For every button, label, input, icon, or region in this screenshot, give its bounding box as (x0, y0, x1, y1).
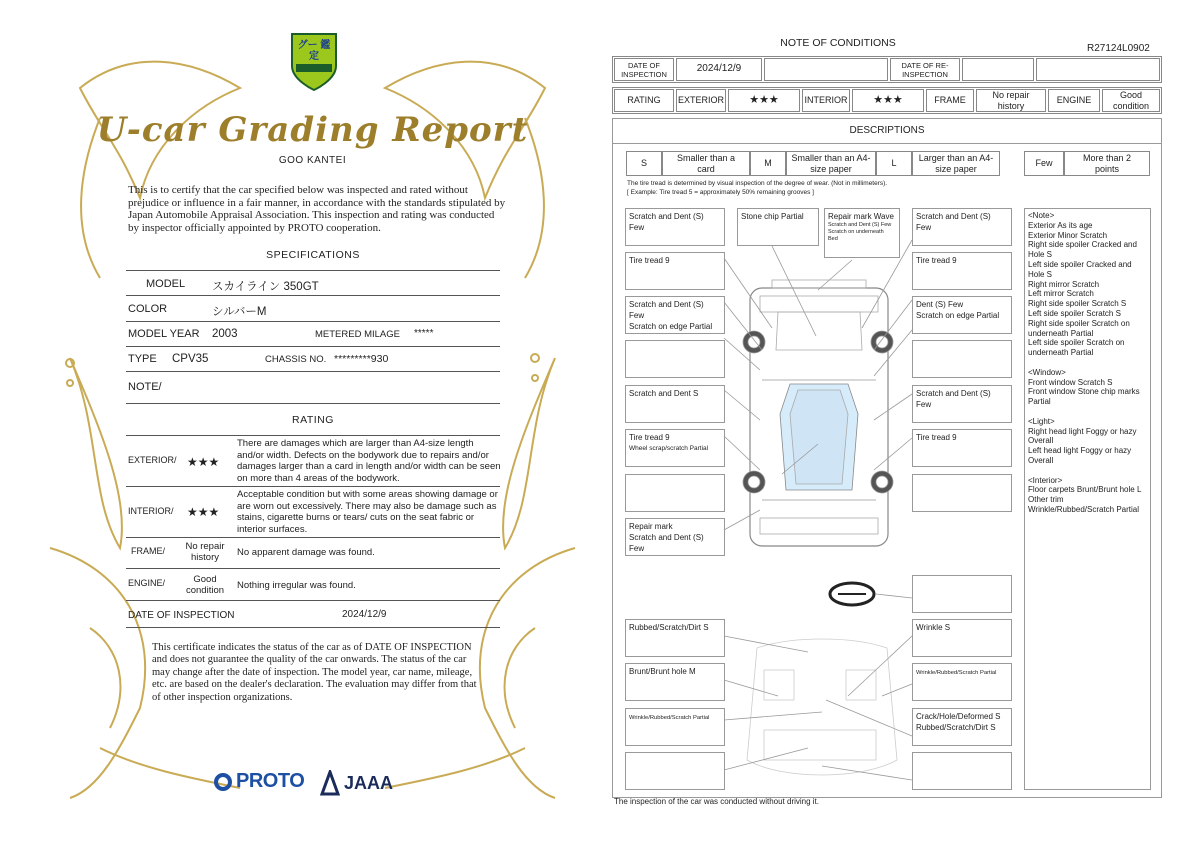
remark-text: Scratch and Dent (S) Few (916, 389, 991, 409)
descriptions-heading: DESCRIPTIONS (612, 118, 1162, 144)
divider (126, 295, 500, 296)
exterior-stars: ★★★ (728, 89, 800, 112)
remark-text: Rubbed/Scratch/Dirt S (629, 623, 709, 632)
divider (126, 537, 500, 538)
note-line: Other trim (1028, 495, 1064, 505)
exterior-stars: ★★★ (187, 455, 220, 469)
remark-box (737, 208, 819, 246)
remark-text: Tire tread 9 (916, 256, 957, 265)
remark-text: Wheel scrap/scratch Partial (629, 445, 709, 452)
remark-box (912, 619, 1012, 657)
remark-box (625, 619, 725, 657)
note-line: Left head light Foggy or hazy Overall (1028, 446, 1132, 465)
note-line: Right side spoiler Scratch on underneath Partial (1028, 318, 1130, 338)
note-line: <Light> (1028, 416, 1055, 426)
engine-label: ENGINE/ (128, 578, 166, 588)
blank-cell (764, 58, 888, 81)
remark-text: Scratch and Dent S (629, 389, 699, 398)
note-line: Floor carpets Brunt/Brunt hole L (1028, 485, 1142, 495)
model-value: スカイライン 350GT (212, 281, 319, 293)
remark-box (625, 252, 725, 290)
date-reinspection-value (962, 58, 1034, 81)
mileage-value: ***** (414, 328, 434, 339)
remark-box (625, 663, 725, 701)
note-line: Left mirror Scratch (1028, 289, 1094, 299)
legend-code: L (876, 151, 912, 176)
engine-label: ENGINE (1048, 89, 1100, 112)
legend-text: Larger than an A4-size paper (912, 151, 1000, 176)
rating-label: RATING (614, 89, 674, 112)
note-line: Right side spoiler Cracked and Hole S (1028, 240, 1137, 260)
proto-logo-icon (214, 773, 232, 791)
exterior-label: EXTERIOR/ (128, 455, 177, 465)
note-line: Front window Stone chip marks Partial (1028, 387, 1140, 407)
model-year-value: 2003 (212, 328, 238, 340)
interior-stars: ★★★ (187, 505, 220, 519)
remark-text: Wrinkle S (916, 623, 951, 632)
remark-box (625, 429, 725, 467)
inspection-date-label: DATE OF INSPECTION (128, 610, 235, 621)
divider (126, 600, 500, 601)
remark-box (625, 708, 725, 746)
badge-text: グー 鑑定 (297, 40, 331, 62)
exterior-description: There are damages which are larger than A4-size length and/or width. Defects on the bodywork due to repairs and/or damages larger than a card in length and/or width can be seen on more than 4 areas of the bodywork. (237, 438, 501, 485)
remark-text: Stone chip Partial (741, 212, 804, 221)
note-line: <Interior> (1028, 475, 1063, 485)
color-value: シルバーM (212, 306, 267, 318)
note-line: <Window> (1028, 367, 1066, 377)
remark-box (912, 752, 1012, 790)
mileage-label: METERED MILAGE (315, 329, 400, 340)
sheet-title: NOTE OF CONDITIONS (780, 37, 896, 49)
legend-code: M (750, 151, 786, 176)
divider (126, 486, 500, 487)
note-line: Right head light Foggy or hazy Overall (1028, 426, 1137, 446)
note-line (1028, 466, 1147, 476)
tire-note: The tire tread is determined by visual inspection of the degree of wear. (Not in millimeters). (627, 180, 888, 187)
goo-kantei-badge (288, 30, 340, 92)
remark-text: Wrinkle/Rubbed/Scratch Partial (629, 715, 710, 721)
date-reinspection-label: DATE OF RE-INSPECTION (890, 58, 960, 81)
remark-box (912, 663, 1012, 701)
remark-box (912, 252, 1012, 290)
remark-box (625, 752, 725, 790)
remark-box (912, 708, 1012, 746)
divider (126, 346, 500, 347)
type-label: TYPE (128, 353, 157, 365)
remark-text: Brunt/Brunt hole M (629, 667, 696, 676)
note-line: Right side spoiler Scratch S (1028, 299, 1127, 309)
inspection-date-value: 2024/12/9 (342, 609, 387, 620)
remark-box (912, 429, 1012, 467)
grading-certificate (40, 28, 585, 818)
remark-text: Rubbed/Scratch/Dirt S (916, 723, 996, 732)
remark-text: Dent (S) Few (916, 300, 964, 309)
remark-box (912, 340, 1012, 378)
remark-text: Repair mark (629, 522, 673, 531)
remark-text: Scratch on edge Partial (916, 311, 1000, 320)
interior-label: INTERIOR/ (128, 506, 174, 516)
remark-text: Scratch and Dent (S) Few (828, 222, 892, 228)
note-line: Front window Scratch S (1028, 377, 1113, 387)
legend-text: Smaller than an A4-size paper (786, 151, 876, 176)
remark-text: Scratch and Dent (S) Few (629, 212, 704, 232)
legend-code: Few (1024, 151, 1064, 176)
rating-heading: RATING (292, 414, 334, 426)
remark-box (625, 385, 725, 423)
note-line: Exterior Minor Scratch (1028, 230, 1108, 240)
remark-text: Tire tread 9 (629, 256, 670, 265)
remark-text: Repair mark Wave (828, 212, 894, 221)
remark-text: Tire tread 9 (916, 433, 957, 442)
remark-text: Scratch and Dent (S) Few (629, 300, 704, 320)
remark-text: Tire tread 9 (629, 433, 670, 442)
note-line: <Note> (1028, 211, 1055, 220)
remark-text: Wrinkle/Rubbed/Scratch Partial (916, 670, 997, 676)
frame-value: No repair history (976, 89, 1046, 112)
note-line: Left side spoiler Scratch on underneath Partial (1028, 338, 1125, 358)
blank-cell (1036, 58, 1160, 81)
note-line: Left side spoiler Cracked and Hole S (1028, 259, 1132, 279)
remark-box (824, 208, 900, 258)
remark-text: Scratch and Dent (S) Few (629, 533, 704, 553)
note-line: Exterior As its age (1028, 220, 1093, 230)
divider (126, 321, 500, 322)
sheet-footer-note: The inspection of the car was conducted without driving it. (614, 797, 819, 806)
color-label: COLOR (128, 303, 168, 315)
proto-logo-text: PROTO (236, 770, 305, 792)
remark-text: Crack/Hole/Deformed S (916, 712, 1001, 721)
divider (126, 270, 500, 271)
divider (126, 568, 500, 569)
legend-text: More than 2 points (1064, 151, 1150, 176)
note-line (1028, 358, 1147, 368)
proto-logo (214, 770, 304, 793)
interior-stars: ★★★ (852, 89, 924, 112)
reference-number: R27124L0902 (1087, 43, 1150, 54)
divider (126, 403, 500, 404)
frame-label: FRAME (926, 89, 974, 112)
engine-value: Good condition (185, 574, 225, 596)
interior-description: Acceptable condition but with some areas showing damage or are worn out excessively. There may also be damage such as stains, cigarette burns or tears/ cuts on the seat fabric or interior surfaces. (237, 489, 498, 536)
specifications-heading: SPECIFICATIONS (266, 249, 360, 261)
divider (126, 627, 500, 628)
divider (126, 371, 500, 372)
certificate-footer: This certificate indicates the status of the car as of DATE OF INSPECTION and does not guarantee the quality of the car onwards. The status of the car may change after the date of inspection. The model year, car name, mileage, etc. are based on the dealer's declaration. The evaluation may differ from that of other inspection organizations. (152, 642, 477, 703)
certificate-title: U-car Grading Report (96, 110, 529, 150)
remark-text: Bed (828, 236, 838, 242)
frame-value: No repair history (185, 541, 225, 563)
jaaa-logo-text: JAAA (344, 772, 394, 793)
interior-label: INTERIOR (802, 89, 850, 112)
frame-label: FRAME/ (131, 546, 166, 556)
remark-text: Scratch on edge Partial (629, 322, 713, 331)
certificate-subtitle: GOO KANTEI (278, 155, 347, 166)
engine-description: Nothing irregular was found. (237, 580, 356, 591)
jaaa-logo-icon (320, 770, 340, 796)
remark-box (912, 385, 1012, 423)
engine-value: Good condition (1102, 89, 1160, 112)
note-line: Wrinkle/Rubbed/Scratch Partial (1028, 504, 1140, 514)
remark-text: Scratch and Dent (S) Few (916, 212, 991, 232)
type-value: CPV35 (172, 353, 209, 365)
model-year-label: MODEL YEAR (128, 328, 200, 340)
note-line: Right mirror Scratch (1028, 279, 1100, 289)
remark-box (912, 575, 1012, 613)
remark-box (912, 296, 1012, 334)
note-line (1028, 407, 1147, 417)
model-label: MODEL (146, 278, 186, 290)
remark-box (912, 208, 1012, 246)
remark-box (625, 296, 725, 334)
remark-box (912, 474, 1012, 512)
certificate-intro: This is to certify that the car specified below was inspected and rated without prejudice or influence in a fair manner, in accordance with the standards stipulated by Japan Automobile Appraisal Association. This inspection and rating was conducted by inspector officially appointed by PROTO cooperation. (128, 184, 506, 234)
remark-text: Scratch on underneath (828, 229, 884, 235)
legend-code: S (626, 151, 662, 176)
notes-panel (1024, 208, 1151, 790)
remark-box (625, 474, 725, 512)
tire-example: [ Example: Tire tread 5 = approximately 50% remaining grooves ] (627, 189, 814, 196)
note-label: NOTE/ (128, 381, 162, 393)
date-inspection-value: 2024/12/9 (676, 58, 762, 81)
exterior-label: EXTERIOR (676, 89, 726, 112)
frame-description: No apparent damage was found. (237, 547, 375, 558)
chassis-value: *********930 (334, 353, 389, 365)
chassis-label: CHASSIS NO. (265, 354, 327, 365)
note-line: Left side spoiler Scratch S (1028, 308, 1121, 318)
remark-box (625, 518, 725, 556)
remark-box (625, 208, 725, 246)
date-inspection-label: DATE OF INSPECTION (614, 58, 674, 81)
jaaa-logo (320, 770, 393, 796)
divider (126, 435, 500, 436)
remark-box (625, 340, 725, 378)
legend-text: Smaller than a card (662, 151, 750, 176)
